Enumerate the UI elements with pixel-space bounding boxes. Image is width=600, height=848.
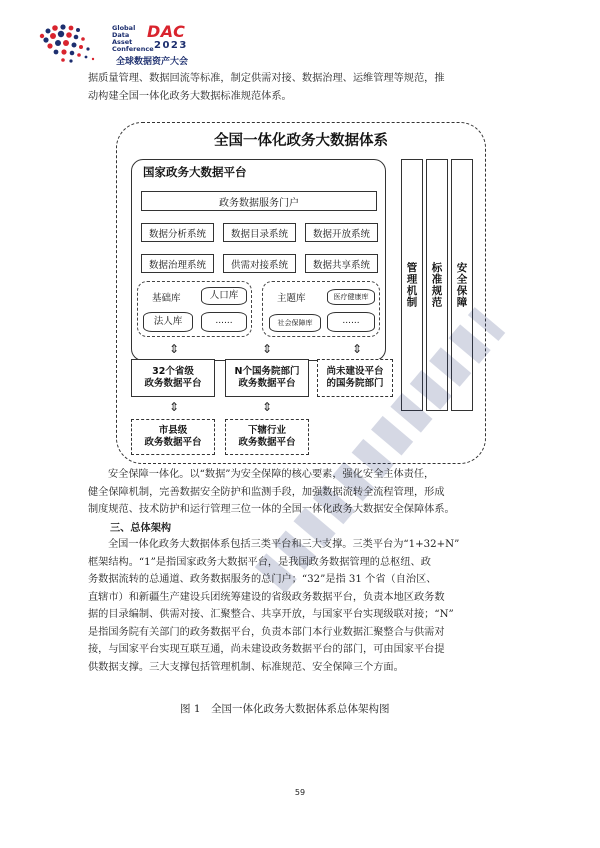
logo-year: 2023 — [154, 40, 188, 51]
page-number: 59 — [294, 788, 306, 797]
logo-brand: DAC — [147, 22, 186, 41]
system-box: 数据分析系统 — [141, 223, 214, 242]
population-db: 人口库 — [201, 287, 247, 305]
intro-paragraph: 据质量管理、数据回流等标准，制定供需对接、数据治理、运维管理等规范，推 动构建全国一体化政务大数据标准规范体系。 — [88, 73, 445, 102]
system-box: 供需对接系统 — [223, 254, 296, 273]
not-built-departments-box: 尚未建设平台 的国务院部门 — [317, 359, 393, 397]
architecture-paragraph: 全国一体化政务大数据体系包括三类平台和三大支撑。三类平台为“1+32+N” 框架结构。“1”是指国家政务大数据平台，是我国政务数据管理的总枢纽、政 务数据流转的总通道、政务数据服务的总门户；“32”是指 31 个省（自治区、 直辖市）和新疆生产建设兵团统筹建设的省级政务数据平台，负责本地区政务数 据的目录编制、供需对接、汇聚整合、共享开放，与国家平台实现级联对接；“N” 是指国务院有关部门的政务数据平台，负责本部门本行业数据汇聚整合与供需对 接，与国家平台实现互联互通，尚未建设政务数据平台的部门，可由国家平台提 供数据支撑。三大支撑包括管理机制、标准规范、安全保障三个方面。 — [88, 539, 460, 673]
logo-dots-icon — [36, 22, 104, 64]
legal-person-db: 法人库 — [143, 312, 193, 332]
theme-more-db: ...... — [327, 312, 375, 332]
bidirectional-arrow-icon: ⇕ — [262, 342, 273, 356]
bidirectional-arrow-icon: ⇕ — [352, 342, 363, 356]
bidirectional-arrow-icon: ⇕ — [169, 342, 180, 356]
county-platform-box: 市县级 政务数据平台 — [131, 419, 215, 455]
pillar-security: 安全保障 — [451, 159, 473, 411]
logo-cn-name: 全球数据资产大会 — [116, 57, 189, 67]
basic-database-label: 基础库 — [152, 293, 181, 304]
basic-more-db: ...... — [201, 312, 247, 332]
medical-health-db: 医疗健康库 — [327, 289, 375, 305]
bidirectional-arrow-icon: ⇕ — [169, 400, 180, 414]
ministry-platform-box: N个国务院部门 政务数据平台 — [225, 359, 309, 397]
bidirectional-arrow-icon: ⇕ — [262, 400, 273, 414]
service-portal: 政务数据服务门户 — [141, 191, 377, 211]
logo-small-text: Global Data Asset Conference — [112, 24, 154, 53]
theme-database-label: 主题库 — [277, 293, 306, 304]
provincial-platform-box: 32个省级 政务数据平台 — [131, 359, 215, 397]
pillar-standards: 标准规范 — [426, 159, 448, 411]
system-box: 数据治理系统 — [141, 254, 214, 273]
section-heading: 三、总体架构 — [110, 523, 172, 534]
system-box: 数据共享系统 — [305, 254, 378, 273]
figure-caption: 图 1 全国一体化政务大数据体系总体架构图 — [180, 703, 390, 715]
architecture-diagram — [116, 122, 486, 464]
system-box: 数据目录系统 — [223, 223, 296, 242]
dac-logo — [36, 22, 236, 66]
diagram-title: 全国一体化政务大数据体系 — [214, 133, 388, 149]
industry-platform-box: 下辖行业 政务数据平台 — [225, 419, 309, 455]
national-platform-title: 国家政务大数据平台 — [143, 165, 247, 179]
security-paragraph: 安全保障一体化。以“数据”为安全保障的核心要素，强化安全主体责任， 健全保障机制，完善数据安全防护和监测手段，加强数据流转全流程管理，形成 制度规范、技术防护和运行管理三位一体的全国一体化政务大数据安全保障体系。 — [88, 469, 455, 515]
pillar-management: 管理机制 — [401, 159, 423, 411]
social-security-db: 社会保障库 — [269, 314, 321, 332]
system-box: 数据开放系统 — [305, 223, 378, 242]
